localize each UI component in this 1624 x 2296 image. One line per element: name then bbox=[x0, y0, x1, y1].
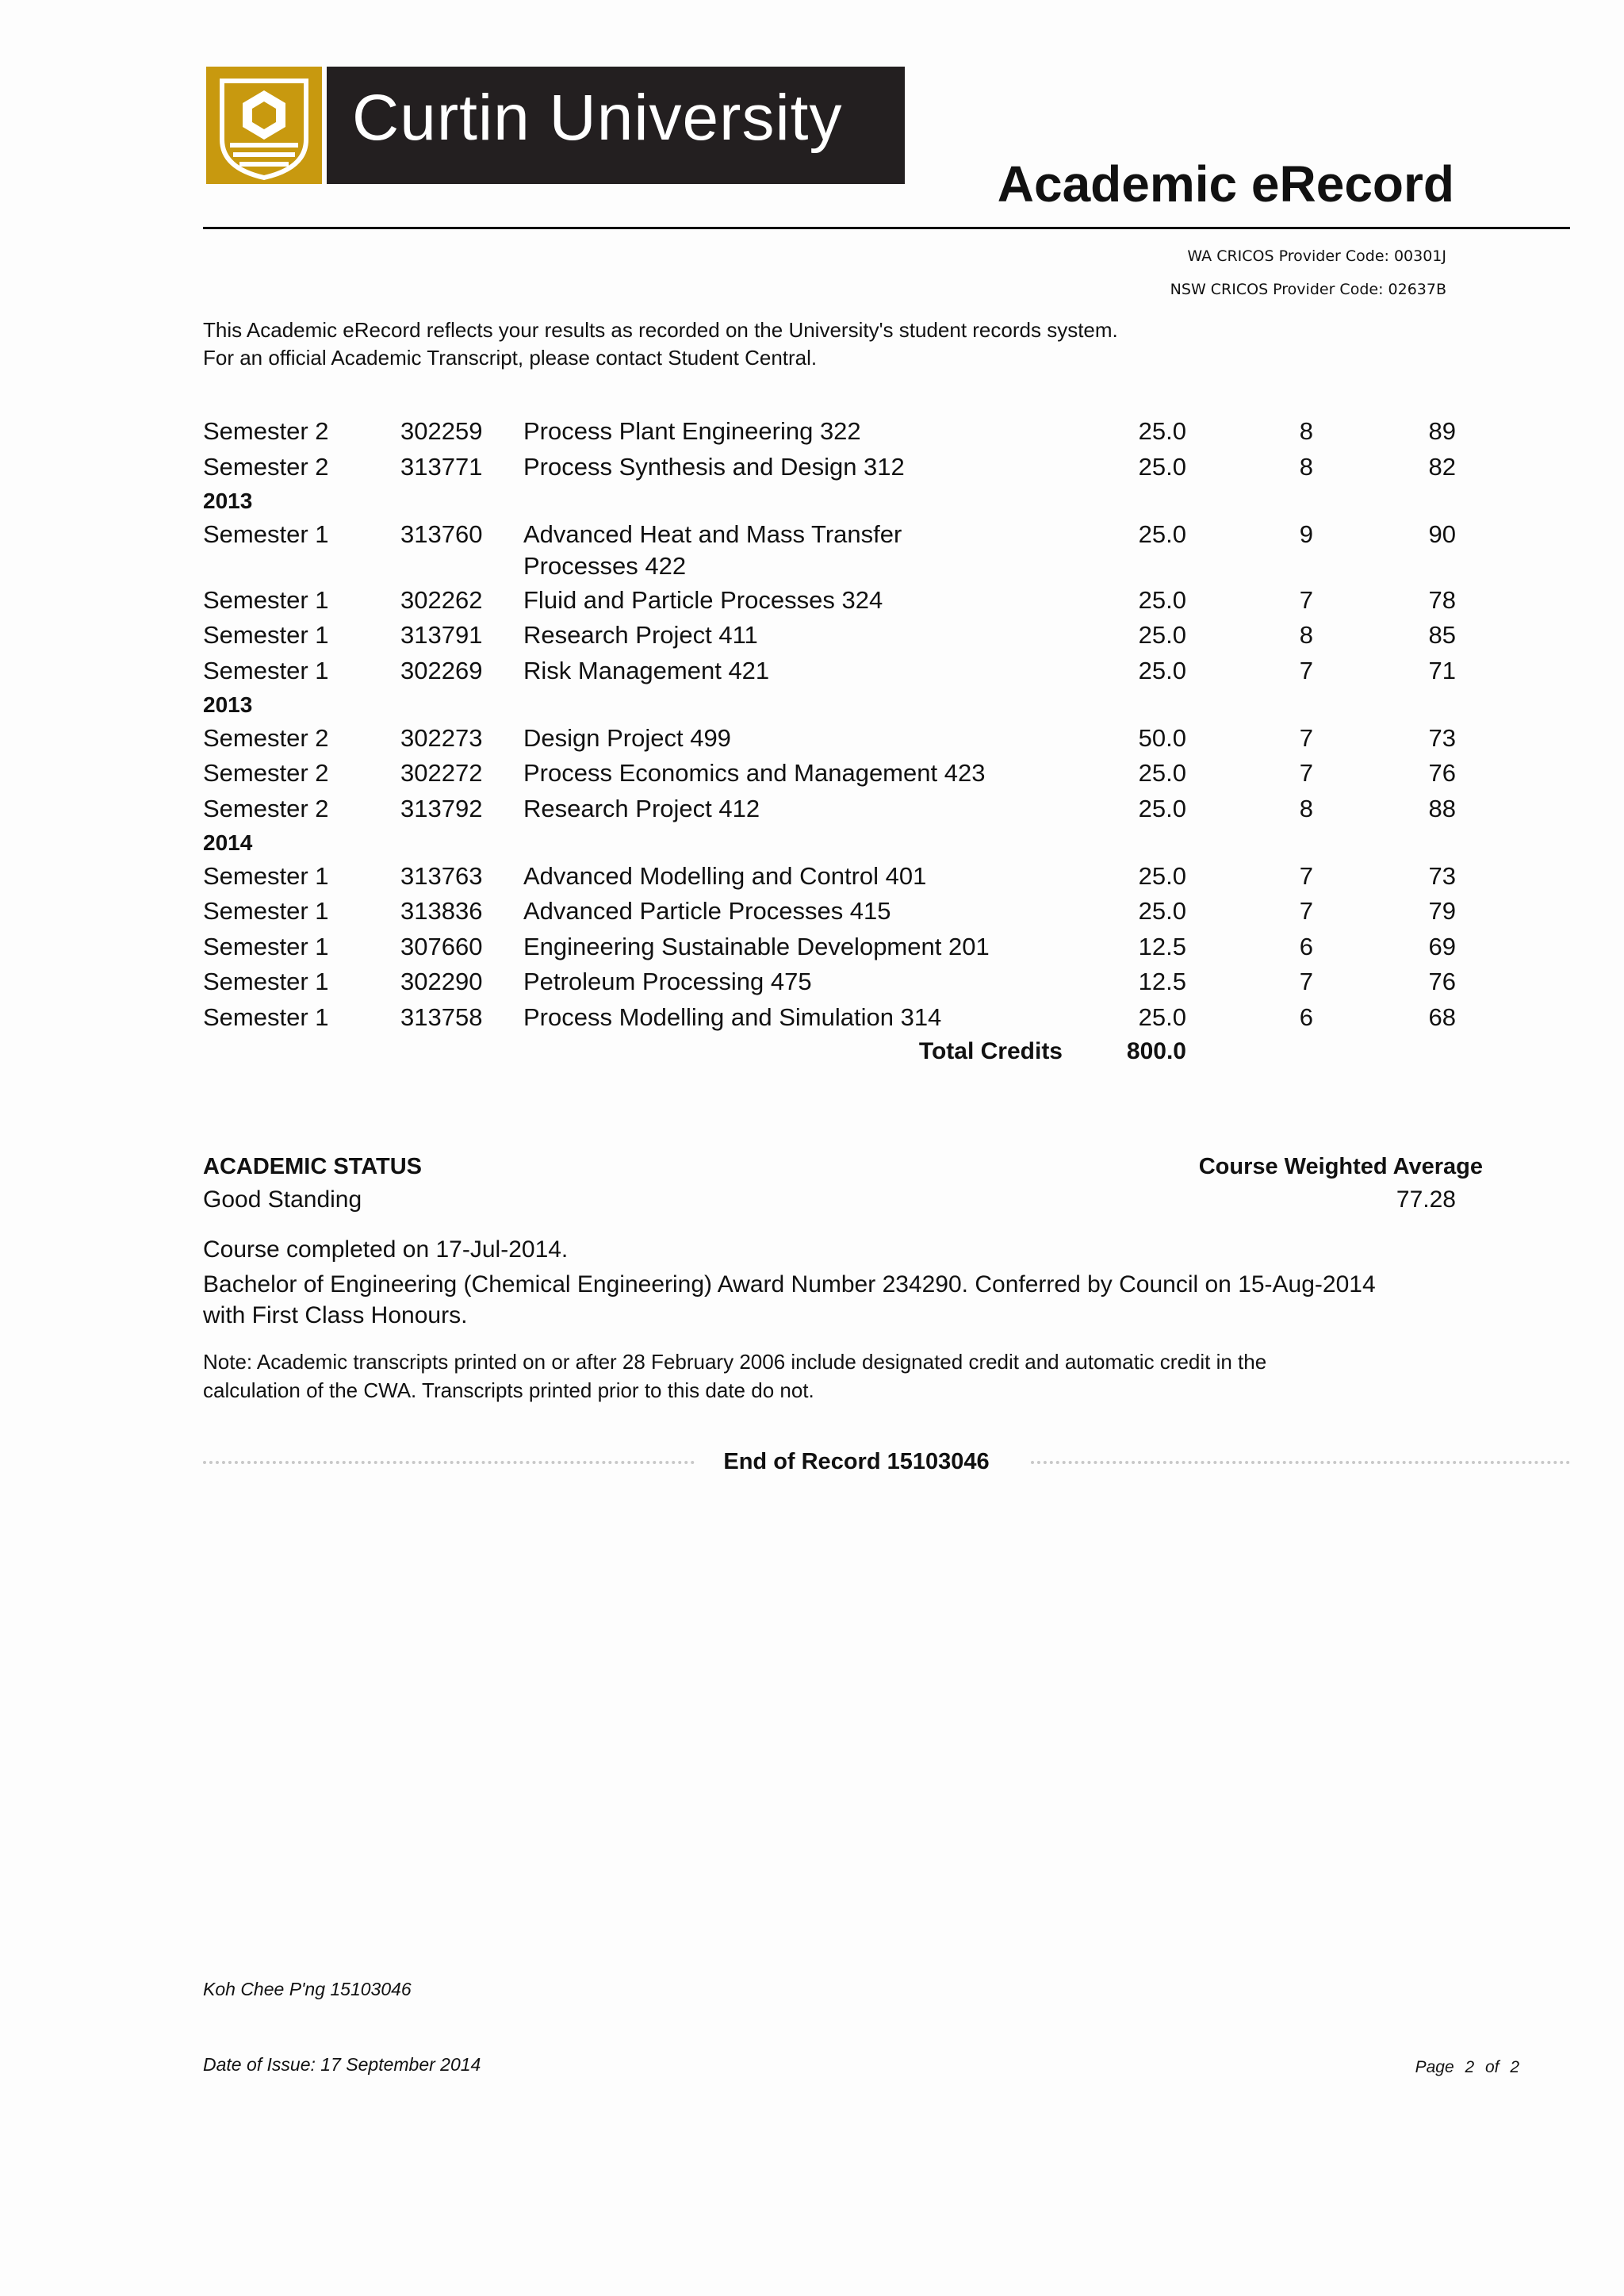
mark-cell: 76 bbox=[1428, 759, 1456, 787]
credits-cell: 25.0 bbox=[1138, 759, 1186, 787]
credits-cell: 25.0 bbox=[1138, 520, 1186, 548]
unit-name-cell: Process Synthesis and Design 312 bbox=[523, 453, 905, 481]
unit-code-cell: 313763 bbox=[400, 862, 483, 890]
credits-cell: 25.0 bbox=[1138, 417, 1186, 445]
unit-code-cell: 302272 bbox=[400, 759, 483, 787]
course-completed-text: Course completed on 17-Jul-2014. bbox=[203, 1236, 569, 1263]
unit-code-cell: 302269 bbox=[400, 657, 483, 684]
cricos-nsw-code: NSW CRICOS Provider Code: 02637B bbox=[1170, 281, 1446, 298]
grade-cell: 6 bbox=[1299, 933, 1313, 960]
unit-code-cell: 313758 bbox=[400, 1003, 483, 1031]
grade-cell: 8 bbox=[1299, 417, 1313, 445]
cwa-value: 77.28 bbox=[1396, 1186, 1456, 1213]
grade-cell: 7 bbox=[1299, 724, 1313, 752]
mark-cell: 78 bbox=[1428, 586, 1456, 614]
mark-cell: 82 bbox=[1428, 453, 1456, 481]
semester-cell: Semester 2 bbox=[203, 724, 329, 752]
grade-cell: 8 bbox=[1299, 795, 1313, 822]
credits-cell: 25.0 bbox=[1138, 657, 1186, 684]
unit-name-cell: Process Modelling and Simulation 314 bbox=[523, 1003, 942, 1031]
mark-cell: 79 bbox=[1428, 897, 1456, 925]
unit-name-cell: Engineering Sustainable Development 201 bbox=[523, 933, 990, 960]
unit-code-cell: 302262 bbox=[400, 586, 483, 614]
logo-wordmark: Curtin University bbox=[352, 82, 843, 154]
grade-cell: 7 bbox=[1299, 968, 1313, 995]
unit-code-cell: 307660 bbox=[400, 933, 483, 960]
unit-name-cell: Advanced Heat and Mass Transfer bbox=[523, 520, 902, 548]
unit-name-cell: Risk Management 421 bbox=[523, 657, 770, 684]
semester-cell: Semester 1 bbox=[203, 621, 329, 649]
mark-cell: 85 bbox=[1428, 621, 1456, 649]
credits-cell: 12.5 bbox=[1138, 968, 1186, 995]
academic-status-value: Good Standing bbox=[203, 1186, 362, 1213]
semester-cell: Semester 2 bbox=[203, 759, 329, 787]
semester-cell: Semester 1 bbox=[203, 1003, 329, 1031]
semester-cell: Semester 2 bbox=[203, 795, 329, 822]
student-name-footer: Koh Chee P'ng 15103046 bbox=[203, 1979, 412, 1999]
unit-name-cell-continued: Processes 422 bbox=[523, 552, 687, 580]
mark-cell: 71 bbox=[1428, 657, 1456, 684]
grade-cell: 6 bbox=[1299, 1003, 1313, 1031]
unit-name-cell: Petroleum Processing 475 bbox=[523, 968, 812, 995]
mark-cell: 89 bbox=[1428, 417, 1456, 445]
unit-code-cell: 302273 bbox=[400, 724, 483, 752]
year-heading: 2014 bbox=[203, 830, 253, 855]
note-text-line2: calculation of the CWA. Transcripts printed prior to this date do not. bbox=[203, 1378, 814, 1402]
intro-text-line1: This Academic eRecord reflects your results as recorded on the University's student records system. bbox=[203, 318, 1118, 342]
mark-cell: 88 bbox=[1428, 795, 1456, 822]
mark-cell: 90 bbox=[1428, 520, 1456, 548]
unit-name-cell: Fluid and Particle Processes 324 bbox=[523, 586, 883, 614]
dotted-divider-left bbox=[203, 1461, 695, 1464]
credits-cell: 25.0 bbox=[1138, 1003, 1186, 1031]
unit-name-cell: Process Plant Engineering 322 bbox=[523, 417, 861, 445]
year-heading: 2013 bbox=[203, 489, 253, 513]
total-credits-value: 800.0 bbox=[1126, 1038, 1186, 1064]
award-text-line2: with First Class Honours. bbox=[203, 1302, 468, 1328]
mark-cell: 73 bbox=[1428, 862, 1456, 890]
page-number: Page 2 of 2 bbox=[1415, 2058, 1519, 2076]
year-heading: 2013 bbox=[203, 692, 253, 717]
semester-cell: Semester 1 bbox=[203, 862, 329, 890]
note-text-line1: Note: Academic transcripts printed on or after 28 February 2006 include designated credit and automatic credit in the bbox=[203, 1350, 1267, 1374]
credits-cell: 25.0 bbox=[1138, 795, 1186, 822]
credits-cell: 50.0 bbox=[1138, 724, 1186, 752]
credits-cell: 12.5 bbox=[1138, 933, 1186, 960]
semester-cell: Semester 1 bbox=[203, 897, 329, 925]
credits-cell: 25.0 bbox=[1138, 586, 1186, 614]
dotted-divider-right bbox=[1031, 1461, 1570, 1464]
mark-cell: 68 bbox=[1428, 1003, 1456, 1031]
award-text-line1: Bachelor of Engineering (Chemical Engineering) Award Number 234290. Conferred by Council on 15-Aug-2014 bbox=[203, 1271, 1376, 1297]
unit-code-cell: 313836 bbox=[400, 897, 483, 925]
unit-name-cell: Process Economics and Management 423 bbox=[523, 759, 986, 787]
mark-cell: 76 bbox=[1428, 968, 1456, 995]
grade-cell: 9 bbox=[1299, 520, 1313, 548]
semester-cell: Semester 2 bbox=[203, 453, 329, 481]
mark-cell: 69 bbox=[1428, 933, 1456, 960]
unit-code-cell: 313791 bbox=[400, 621, 483, 649]
semester-cell: Semester 1 bbox=[203, 657, 329, 684]
academic-status-heading: ACADEMIC STATUS bbox=[203, 1154, 423, 1179]
grade-cell: 7 bbox=[1299, 586, 1313, 614]
grade-cell: 7 bbox=[1299, 897, 1313, 925]
unit-name-cell: Research Project 411 bbox=[523, 621, 758, 649]
grade-cell: 7 bbox=[1299, 862, 1313, 890]
date-of-issue: Date of Issue: 17 September 2014 bbox=[203, 2054, 481, 2075]
unit-code-cell: 313771 bbox=[400, 453, 483, 481]
grade-cell: 8 bbox=[1299, 453, 1313, 481]
unit-code-cell: 302290 bbox=[400, 968, 483, 995]
unit-code-cell: 302259 bbox=[400, 417, 483, 445]
page-title: Academic eRecord bbox=[997, 155, 1454, 213]
total-credits-label: Total Credits bbox=[918, 1038, 1063, 1064]
unit-name-cell: Advanced Modelling and Control 401 bbox=[523, 862, 927, 890]
unit-name-cell: Advanced Particle Processes 415 bbox=[523, 897, 891, 925]
mark-cell: 73 bbox=[1428, 724, 1456, 752]
semester-cell: Semester 1 bbox=[203, 933, 329, 960]
intro-text-line2: For an official Academic Transcript, please contact Student Central. bbox=[203, 346, 818, 370]
semester-cell: Semester 1 bbox=[203, 520, 329, 548]
semester-cell: Semester 1 bbox=[203, 968, 329, 995]
end-of-record-text: End of Record 15103046 bbox=[723, 1449, 990, 1474]
credits-cell: 25.0 bbox=[1138, 453, 1186, 481]
semester-cell: Semester 2 bbox=[203, 417, 329, 445]
credits-cell: 25.0 bbox=[1138, 897, 1186, 925]
header-divider bbox=[203, 227, 1570, 229]
cwa-heading: Course Weighted Average bbox=[1198, 1154, 1483, 1179]
grade-cell: 7 bbox=[1299, 657, 1313, 684]
cricos-wa-code: WA CRICOS Provider Code: 00301J bbox=[1187, 247, 1446, 265]
unit-name-cell: Research Project 412 bbox=[523, 795, 760, 822]
unit-name-cell: Design Project 499 bbox=[523, 724, 731, 752]
unit-code-cell: 313760 bbox=[400, 520, 483, 548]
grade-cell: 8 bbox=[1299, 621, 1313, 649]
grade-cell: 7 bbox=[1299, 759, 1313, 787]
credits-cell: 25.0 bbox=[1138, 862, 1186, 890]
semester-cell: Semester 1 bbox=[203, 586, 329, 614]
unit-code-cell: 313792 bbox=[400, 795, 483, 822]
credits-cell: 25.0 bbox=[1138, 621, 1186, 649]
